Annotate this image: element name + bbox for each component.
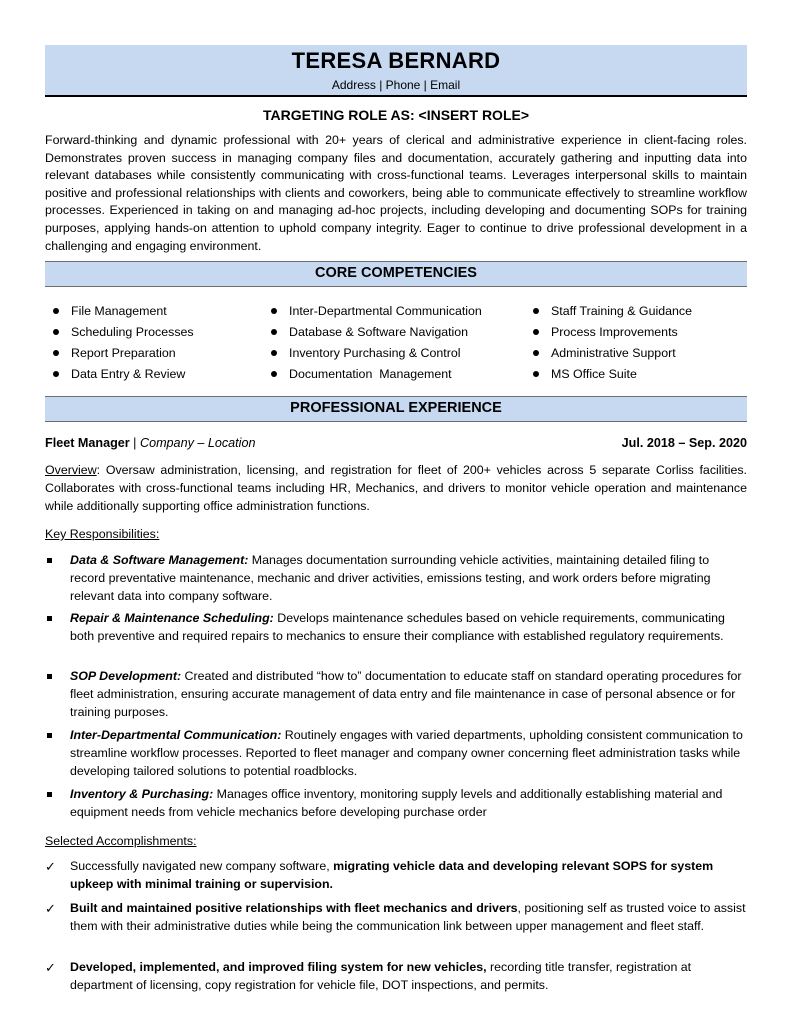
competency-item: Data Entry & Review xyxy=(47,364,194,385)
accomplishments-heading: Selected Accomplishments: xyxy=(45,834,197,848)
bullet-icon xyxy=(533,371,539,377)
bullet-icon xyxy=(53,371,59,377)
job-title: Fleet Manager xyxy=(45,436,130,450)
competency-item: Inventory Purchasing & Control xyxy=(265,343,482,364)
job-header xyxy=(45,436,747,450)
bullet-icon xyxy=(53,350,59,356)
responsibilities-heading: Key Responsibilities: xyxy=(45,527,160,541)
competency-item: Administrative Support xyxy=(527,343,692,364)
bullet-icon xyxy=(533,350,539,356)
competency-item: Staff Training & Guidance xyxy=(527,301,692,322)
competencies-column-3 xyxy=(527,301,692,385)
responsibility-item: Repair & Maintenance Scheduling: Develops maintenance schedules based on vehicle requirements, communicating both preventive and required repairs to mechanics to ensure their compliance with established regulatory requirements. xyxy=(45,610,747,646)
square-bullet-icon xyxy=(47,674,52,679)
checkmark-icon: ✓ xyxy=(45,901,56,916)
bullet-icon xyxy=(271,350,277,356)
square-bullet-icon xyxy=(47,616,52,621)
overview-label: Overview xyxy=(45,463,97,477)
candidate-name: TERESA BERNARD xyxy=(291,48,501,73)
summary-paragraph: Forward-thinking and dynamic professional with 20+ years of clerical and administrative experience in client-facing roles. Demonstrates proven success in managing company files and documentation, accurately gathering and inputting data into relevant databases while consistently communicating with cross-functional teams. Leverages interpersonal skills to maintain positive and professional relationships with clients and coworkers, being able to communicate effectively to streamline workflow processes. Experienced in taking on and managing ad-hoc projects, including developing and documenting SOPs for training purposes, applying hands-on attention to uphold company integrity. Eager to continue to drive professional development in a challenging and engaging environment. xyxy=(45,133,747,253)
bullet-icon xyxy=(271,329,277,335)
competencies-column-2 xyxy=(265,301,482,385)
competency-item: File Management xyxy=(47,301,194,322)
square-bullet-icon xyxy=(47,792,52,797)
bullet-icon xyxy=(53,308,59,314)
bullet-icon xyxy=(271,371,277,377)
checkmark-icon: ✓ xyxy=(45,960,56,975)
responsibility-item: Data & Software Management: Manages documentation surrounding vehicle activities, maintaining detailed filing to record preventative maintenance, mechanic and driver activities, emissions testing, and work orders before migrating relevant data into company software. xyxy=(45,552,747,605)
bullet-icon xyxy=(53,329,59,335)
job-overview xyxy=(45,461,747,515)
company-location: Company – Location xyxy=(139,436,256,450)
overview-text: : Oversaw administration, licensing, and registration for fleet of 200+ vehicles across 5 separate Corliss facilities. Collaborates with cross-functional teams including HR, Mechanics, and drivers to monitor vehicle operation and maintenance while additionally supporting office administration functions. xyxy=(45,463,747,513)
bullet-icon xyxy=(533,329,539,335)
competency-item: Documentation Management xyxy=(265,364,482,385)
contact-line: Address | Phone | Email xyxy=(331,78,461,92)
job-separator: | xyxy=(129,436,140,450)
accomplishment-item: ✓ Developed, implemented, and improved filing system for new vehicles, recording title transfer, registration at department of licensing, copy registration for vehicle file, DOT inspections, and permits. xyxy=(45,960,692,992)
competency-item: Report Preparation xyxy=(47,343,194,364)
target-role: TARGETING ROLE AS: <INSERT ROLE> xyxy=(262,107,530,123)
header-divider xyxy=(45,95,747,97)
competency-item: Process Improvements xyxy=(527,322,692,343)
competency-item: Inter-Departmental Communication xyxy=(265,301,482,322)
responsibility-item: Inter-Departmental Communication: Routinely engages with varied departments, upholding consistent communication to streamline workflow processes. Reported to fleet manager and company owner concerning fleet administration tasks while developing tailored solutions to potential roadblocks. xyxy=(45,727,747,780)
square-bullet-icon xyxy=(47,558,52,563)
competencies-band xyxy=(45,261,747,287)
competencies-column-1 xyxy=(47,301,194,385)
section-title-competencies: CORE COMPETENCIES xyxy=(315,265,477,281)
square-bullet-icon xyxy=(47,733,52,738)
competency-item: Scheduling Processes xyxy=(47,322,194,343)
bullet-icon xyxy=(533,308,539,314)
section-title-experience: PROFESSIONAL EXPERIENCE xyxy=(290,400,502,416)
checkmark-icon: ✓ xyxy=(45,859,56,874)
job-dates: Jul. 2018 – Sep. 2020 xyxy=(621,436,747,450)
competency-item: MS Office Suite xyxy=(527,364,692,385)
competency-item: Database & Software Navigation xyxy=(265,322,482,343)
experience-band xyxy=(45,396,747,422)
responsibility-item: SOP Development: Created and distributed “how to” documentation to educate staff on standard operating procedures for fleet administration, ensuring accurate management of data entry and file maintenance in case of personal absence or for training purposes. xyxy=(45,668,747,721)
responsibility-item: Inventory & Purchasing: Manages office inventory, monitoring supply levels and additionally establishing material and equipment needs from vehicle mechanics before developing purchase order xyxy=(45,786,747,822)
header-band xyxy=(45,45,747,95)
accomplishment-item: ✓ Successfully navigated new company software, migrating vehicle data and developing relevant SOPS for system upkeep with minimal training or supervision. xyxy=(45,859,714,891)
accomplishment-item: ✓ Built and maintained positive relationships with fleet mechanics and drivers, positioning self as trusted voice to assist them with their administrative duties while being the communication link between upper management and fleet staff. xyxy=(45,901,746,933)
bullet-icon xyxy=(271,308,277,314)
